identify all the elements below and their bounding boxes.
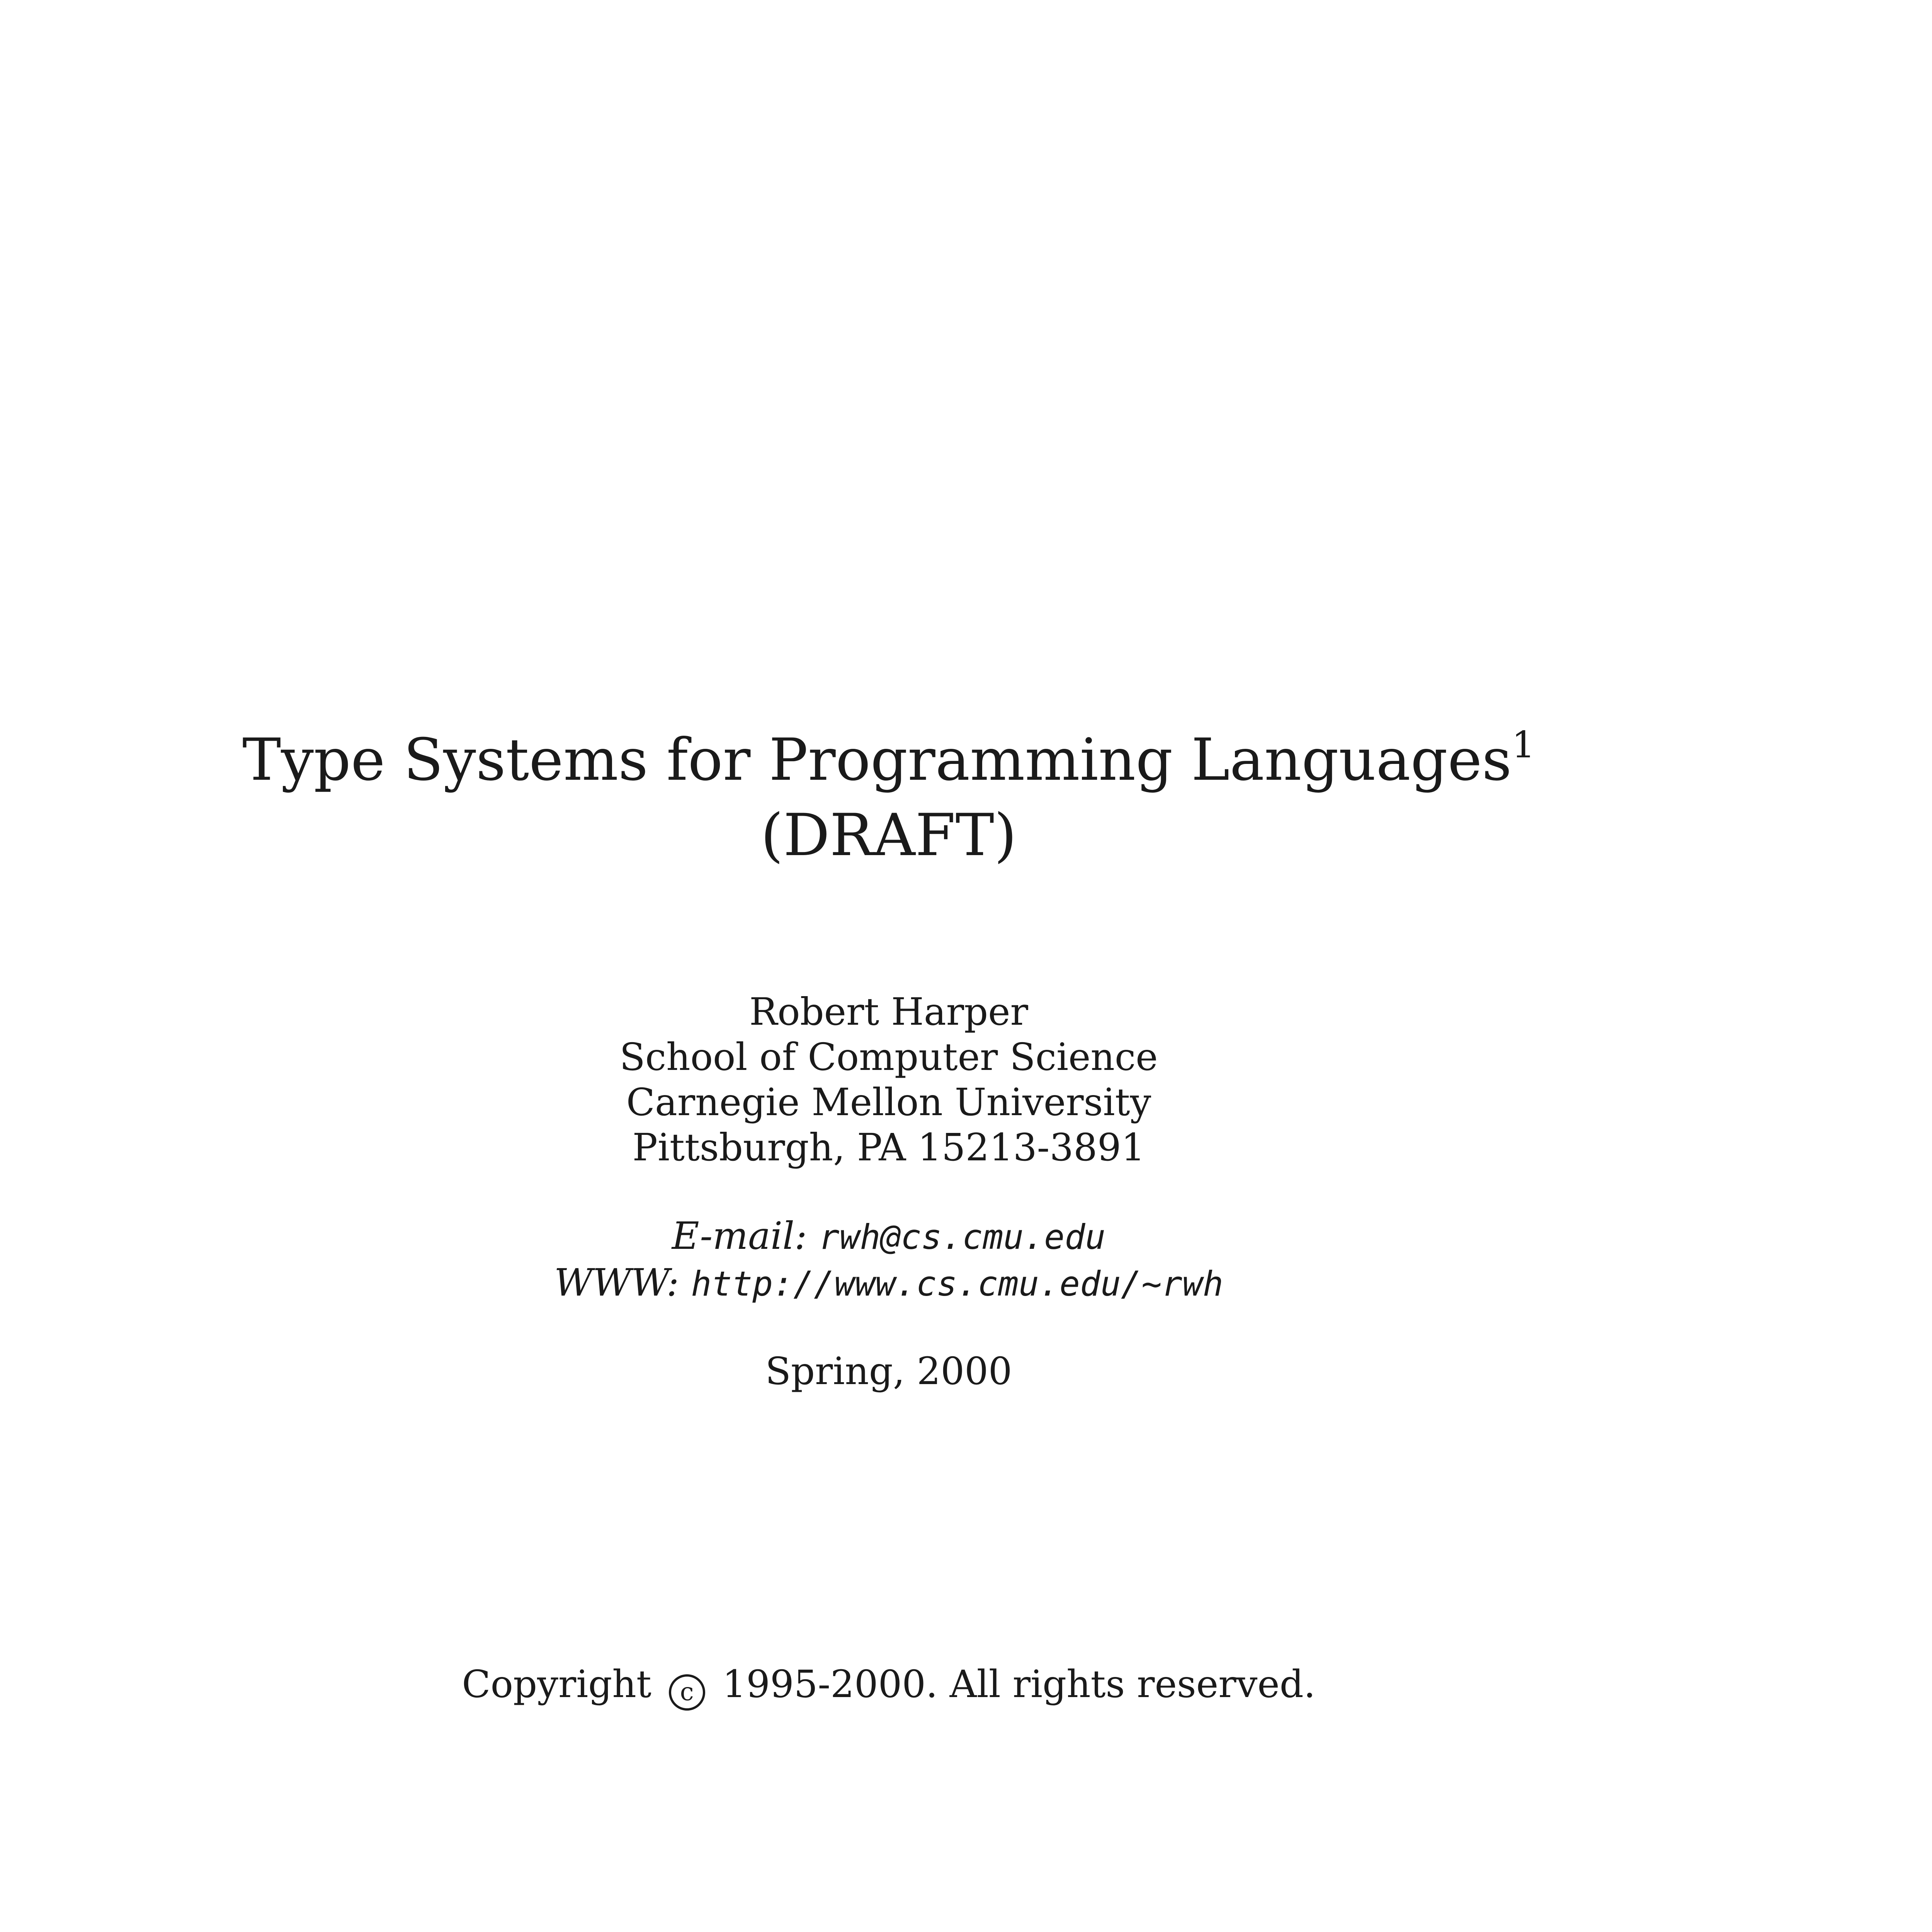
title-footnote-mark: 1	[1512, 724, 1535, 766]
document-title	[0, 723, 1777, 873]
author-school: School of Computer Science	[619, 1035, 1158, 1079]
title-draft: (DRAFT)	[760, 802, 1017, 869]
email-label: E-mail:	[672, 1214, 807, 1258]
title-line	[0, 723, 1777, 798]
www-url: http://www.cs.cmu.edu/~rwh	[691, 1264, 1223, 1304]
copyright-notice	[0, 1662, 1777, 1711]
contact-block	[0, 1213, 1777, 1307]
author-block	[0, 989, 1777, 1170]
author-address: Pittsburgh, PA 15213-3891	[632, 1126, 1145, 1169]
title-text: Type Systems for Programming Languages	[242, 726, 1512, 794]
author-name: Robert Harper	[749, 990, 1028, 1034]
copyright-symbol-icon: c	[669, 1674, 705, 1711]
www-label: WWW:	[554, 1261, 679, 1304]
author-university: Carnegie Mellon University	[626, 1080, 1151, 1124]
copyright-prefix: Copyright	[462, 1662, 651, 1706]
email-line	[0, 1213, 1777, 1260]
copyright-text: 1995-2000. All rights reserved.	[722, 1662, 1316, 1706]
email-address: rwh@cs.cmu.edu	[819, 1217, 1106, 1257]
www-line	[0, 1260, 1777, 1307]
publication-date: Spring, 2000	[765, 1349, 1012, 1393]
